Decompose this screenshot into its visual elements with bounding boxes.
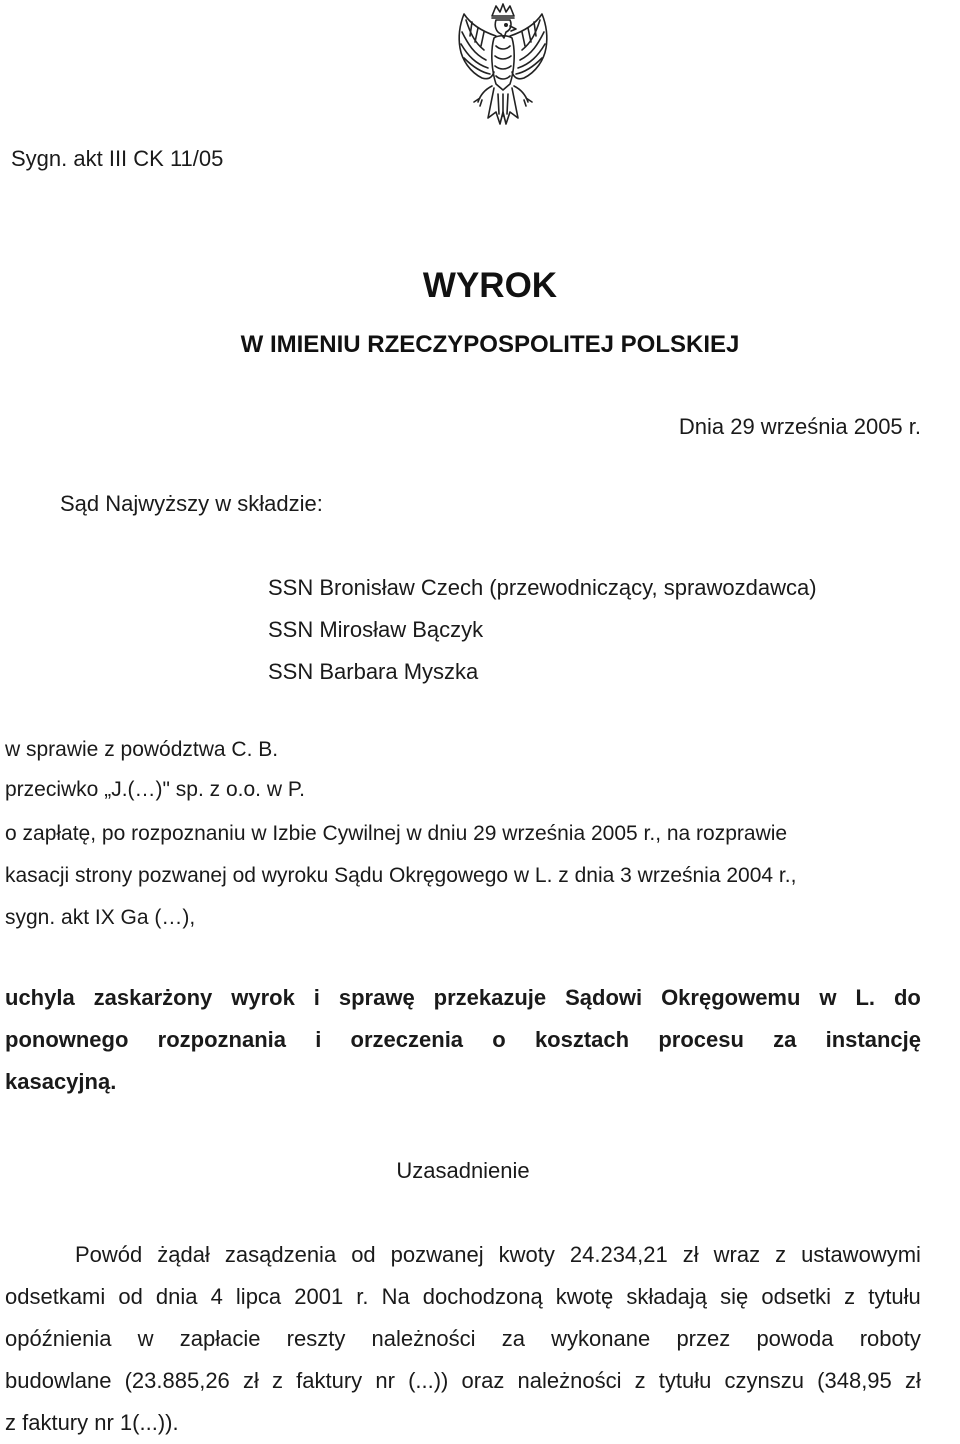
word: uchyla — [5, 985, 75, 1010]
judgment-date: Dnia 29 września 2005 r. — [678, 414, 921, 439]
word: dochodzoną — [422, 1284, 543, 1309]
word: Na — [381, 1284, 410, 1309]
word: orzeczenia — [350, 1027, 464, 1052]
reasons-line-2 — [5, 1276, 921, 1318]
word: zł — [904, 1368, 921, 1393]
word: dnia — [155, 1284, 198, 1309]
word: Okręgowemu — [661, 985, 801, 1010]
judge-3: SSN Barbara Myszka — [268, 659, 479, 684]
holding-line-1 — [5, 977, 921, 1019]
reasons-line-4 — [5, 1360, 921, 1402]
word: roboty — [859, 1326, 921, 1351]
word: powoda — [756, 1326, 834, 1351]
case-subject-line: o zapłatę, po rozpoznaniu w Izbie Cywilnej w dniu 29 września 2005 r., na rozprawie — [5, 822, 788, 845]
word: się — [720, 1284, 749, 1309]
word: należności — [517, 1368, 622, 1393]
word: 2001 — [294, 1284, 344, 1309]
word: kwotę — [555, 1284, 614, 1309]
case-appeal-line: kasacji strony pozwanej od wyroku Sądu Okręgowego w L. z dnia 3 września 2004 r., — [5, 864, 797, 887]
judgment-title: WYROK — [422, 266, 558, 305]
case-plaintiff-line: w sprawie z powództwa C. B. — [5, 738, 279, 761]
word: (...)) — [408, 1368, 449, 1393]
word: do — [893, 985, 921, 1010]
word: z — [634, 1368, 646, 1393]
reasons-heading: Uzasadnienie — [396, 1158, 530, 1183]
holding-line-3: kasacyjną. — [5, 1069, 117, 1094]
word: 4 — [210, 1284, 223, 1309]
word: w — [137, 1326, 154, 1351]
case-defendant-line: przeciwko „J.(…)" sp. z o.o. w P. — [5, 778, 305, 801]
word: 24.234,21 — [569, 1242, 668, 1267]
word: o — [492, 1027, 506, 1052]
word: przekazuje — [433, 985, 547, 1010]
word: Powód — [75, 1242, 143, 1267]
word: wyrok — [231, 985, 295, 1010]
word: zł — [682, 1242, 699, 1267]
word: zł — [242, 1368, 259, 1393]
word: procesu — [658, 1027, 744, 1052]
word: tytułu — [658, 1368, 712, 1393]
court-composition-intro: Sąd Najwyższy w składzie: — [60, 491, 323, 516]
reasons-line-5: z faktury nr 1(...)). — [5, 1410, 179, 1435]
word: kosztach — [534, 1027, 630, 1052]
word: wykonane — [551, 1326, 651, 1351]
word: należności — [371, 1326, 476, 1351]
word: za — [501, 1326, 525, 1351]
word: przez — [676, 1326, 731, 1351]
judge-1: SSN Bronisław Czech (przewodniczący, sprawozdawca) — [268, 575, 817, 600]
judge-2: SSN Mirosław Bączyk — [268, 617, 484, 642]
word: ponownego — [5, 1027, 129, 1052]
holding-paragraph — [5, 977, 921, 1103]
word: odsetkami — [5, 1284, 106, 1309]
word: L. — [855, 985, 876, 1010]
polish-eagle-emblem — [444, 2, 562, 130]
word: z — [775, 1242, 787, 1267]
word: zasądzenia — [224, 1242, 337, 1267]
word: kwoty — [498, 1242, 555, 1267]
word: faktury — [296, 1368, 363, 1393]
word: lipca — [235, 1284, 282, 1309]
judgment-subtitle: W IMIENIU RZECZYPOSPOLITEJ POLSKIEJ — [240, 331, 740, 358]
word: (348,95 — [817, 1368, 892, 1393]
reasons-paragraph — [5, 1234, 921, 1444]
word: z — [844, 1284, 856, 1309]
word: i — [313, 985, 320, 1010]
case-signature: Sygn. akt III CK 11/05 — [11, 146, 224, 171]
case-reference-line: sygn. akt IX Ga (…), — [5, 906, 196, 929]
word: oraz — [461, 1368, 505, 1393]
word: w — [819, 985, 837, 1010]
holding-line-2 — [5, 1019, 921, 1061]
word: z — [272, 1368, 283, 1393]
word: nr — [375, 1368, 395, 1393]
word: instancję — [825, 1027, 921, 1052]
word: i — [315, 1027, 322, 1052]
word: budowlane — [5, 1368, 112, 1393]
word: za — [773, 1027, 797, 1052]
word: tytułu — [868, 1284, 921, 1309]
reasons-line-3 — [5, 1318, 921, 1360]
word: od — [118, 1284, 143, 1309]
reasons-line-1 — [5, 1234, 921, 1276]
word: (23.885,26 — [124, 1368, 230, 1393]
word: rozpoznania — [157, 1027, 286, 1052]
word: r. — [356, 1284, 369, 1309]
word: Sądowi — [565, 985, 643, 1010]
word: sprawę — [338, 985, 415, 1010]
word: żądał — [157, 1242, 210, 1267]
word: wraz — [713, 1242, 761, 1267]
word: opóźnienia — [5, 1326, 112, 1351]
word: ustawowymi — [801, 1242, 921, 1267]
word: zaskarżony — [93, 985, 213, 1010]
word: składają — [626, 1284, 708, 1309]
word: od — [351, 1242, 376, 1267]
word: czynszu — [724, 1368, 804, 1393]
word: odsetki — [761, 1284, 832, 1309]
word: pozwanej — [390, 1242, 484, 1267]
word: reszty — [286, 1326, 346, 1351]
word: zapłacie — [179, 1326, 261, 1351]
